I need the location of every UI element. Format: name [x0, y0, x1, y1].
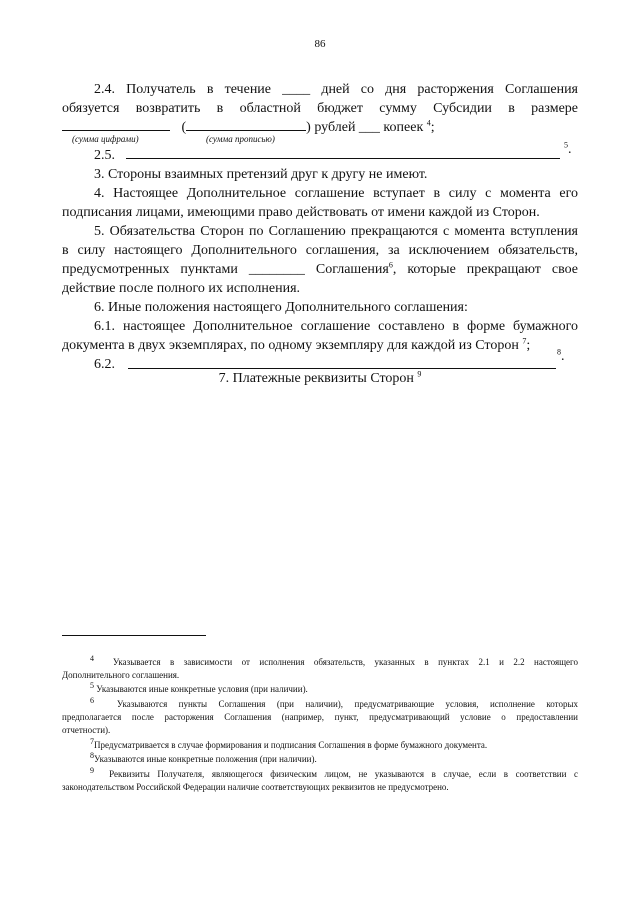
p4-line2: подписания лицами, имеющими право действовать от имени каждой из Сторон.: [62, 205, 540, 220]
section-7-title: 7. Платежные реквизиты Сторон: [218, 371, 414, 386]
paragraphs-3-6: [62, 165, 578, 355]
footnote-7-num: 7: [90, 737, 94, 746]
footnote-ref-7: 7: [522, 336, 527, 346]
p25-blank-line: [126, 158, 560, 159]
p24-line3: [62, 118, 578, 137]
p62-blank-line: [128, 368, 556, 369]
p5-line3-b: , которые прекращают свое: [392, 262, 578, 277]
p25-end: .: [568, 142, 572, 157]
p61-line2: [62, 336, 578, 355]
p5-line3-a: предусмотренных пунктами ________ Соглашения: [62, 262, 389, 277]
paragraph-6: 6. Иные положения настоящего Дополнительного соглашения:: [94, 300, 468, 315]
p4-line1: 4. Настоящее Дополнительное соглашение вступает в силу с момента его: [94, 186, 578, 201]
p61-line2-end: ;: [526, 338, 531, 353]
p5-line3: [62, 260, 578, 279]
footnote-9: [62, 768, 578, 794]
footnote-4-line1: Указывается в зависимости от исполнения обязательств, указанных в пунктах 2.1 и 2.2 настоящего: [112, 657, 578, 667]
footnote-ref-4: 4: [426, 118, 431, 128]
p25-number: 2.5.: [94, 148, 115, 163]
footnote-6-line3: отчетности).: [62, 725, 111, 735]
footnote-7: [62, 739, 578, 752]
p5-line1: 5. Обязательства Сторон по Соглашению прекращаются с момента вступления: [94, 224, 578, 239]
p61-line1: 6.1. настоящее Дополнительное соглашение составлено в форме бумажного: [94, 319, 578, 334]
paragraph-3: 3. Стороны взаимных претензий друг к другу не имеют.: [94, 167, 428, 182]
footnote-5: [62, 683, 578, 696]
p62-end: .: [561, 349, 565, 364]
p24-line2: обязуется возвратить в областной бюджет сумму Субсидии в размере: [62, 101, 578, 116]
footnote-6-num: 6: [90, 696, 94, 705]
paragraph-2-5: [62, 146, 578, 165]
footnote-9-line2: законодательством Российской Федерации наличие соответствующих реквизитов не предусмотрено.: [62, 782, 449, 792]
paren-open: (: [181, 120, 187, 135]
footnote-6: [62, 698, 578, 737]
caption-sum-words: (сумма прописью): [206, 134, 275, 144]
p24-line3-end: ;: [430, 120, 435, 135]
p62-tail: [557, 349, 565, 365]
footnote-separator: [62, 635, 206, 636]
p5-line2: в силу настоящего Дополнительного соглашения, за исключением обязательств,: [62, 243, 578, 258]
footnote-8-line1: Указываются иные конкретные положения (при наличии).: [94, 754, 317, 764]
p62-number: 6.2.: [94, 357, 115, 372]
p5-line4: действие после полного их исполнения.: [62, 281, 301, 296]
sum-digits-blank: [62, 118, 170, 131]
footnote-8: [62, 753, 578, 766]
p25-line: [62, 146, 578, 165]
footnote-ref-6: 6: [388, 260, 393, 270]
p61-line2-text: документа в двух экземплярах, по одному экземпляру для каждой из Сторон: [62, 338, 519, 353]
footnote-6-line2: предполагается после расторжения Соглашения (например, пункт, предусматривающий условие о предоставлении: [62, 712, 578, 722]
footnote-ref-8: 8: [557, 347, 561, 357]
section-7-heading: [0, 371, 640, 387]
footnote-8-num: 8: [90, 751, 94, 760]
footnote-7-line1: Предусматривается в случае формирования и подписания Соглашения в форме бумажного документа.: [94, 740, 488, 750]
sum-words-blank: [186, 118, 306, 131]
footnote-5-num: 5: [90, 681, 94, 690]
footnote-ref-5: 5: [564, 140, 568, 150]
footnote-4-line2: Дополнительного соглашения.: [62, 670, 180, 680]
footnote-5-line1: Указываются иные конкретные условия (при наличии).: [96, 684, 308, 694]
page-number: 86: [314, 38, 326, 50]
footnote-9-line1: Реквизиты Получателя, являющегося физическим лицом, не указываются в случае, если в соответствии с: [109, 769, 578, 779]
paragraph-2-4: [62, 80, 578, 137]
p24-line1: 2.4. Получатель в течение ____ дней со дня расторжения Соглашения: [94, 82, 578, 97]
footnote-4: [62, 656, 578, 682]
p25-tail: [564, 142, 572, 158]
footnote-4-num: 4: [90, 654, 94, 663]
caption-sum-digits: (сумма цифрами): [72, 134, 139, 144]
footnote-9-num: 9: [90, 766, 94, 775]
p24-line3-text: ) рублей ___ копеек: [306, 120, 424, 135]
footnote-ref-9: 9: [417, 369, 422, 379]
footnote-6-line1: Указываются пункты Соглашения (при наличии), предусматривающие условия, исполнение которых: [116, 699, 578, 709]
